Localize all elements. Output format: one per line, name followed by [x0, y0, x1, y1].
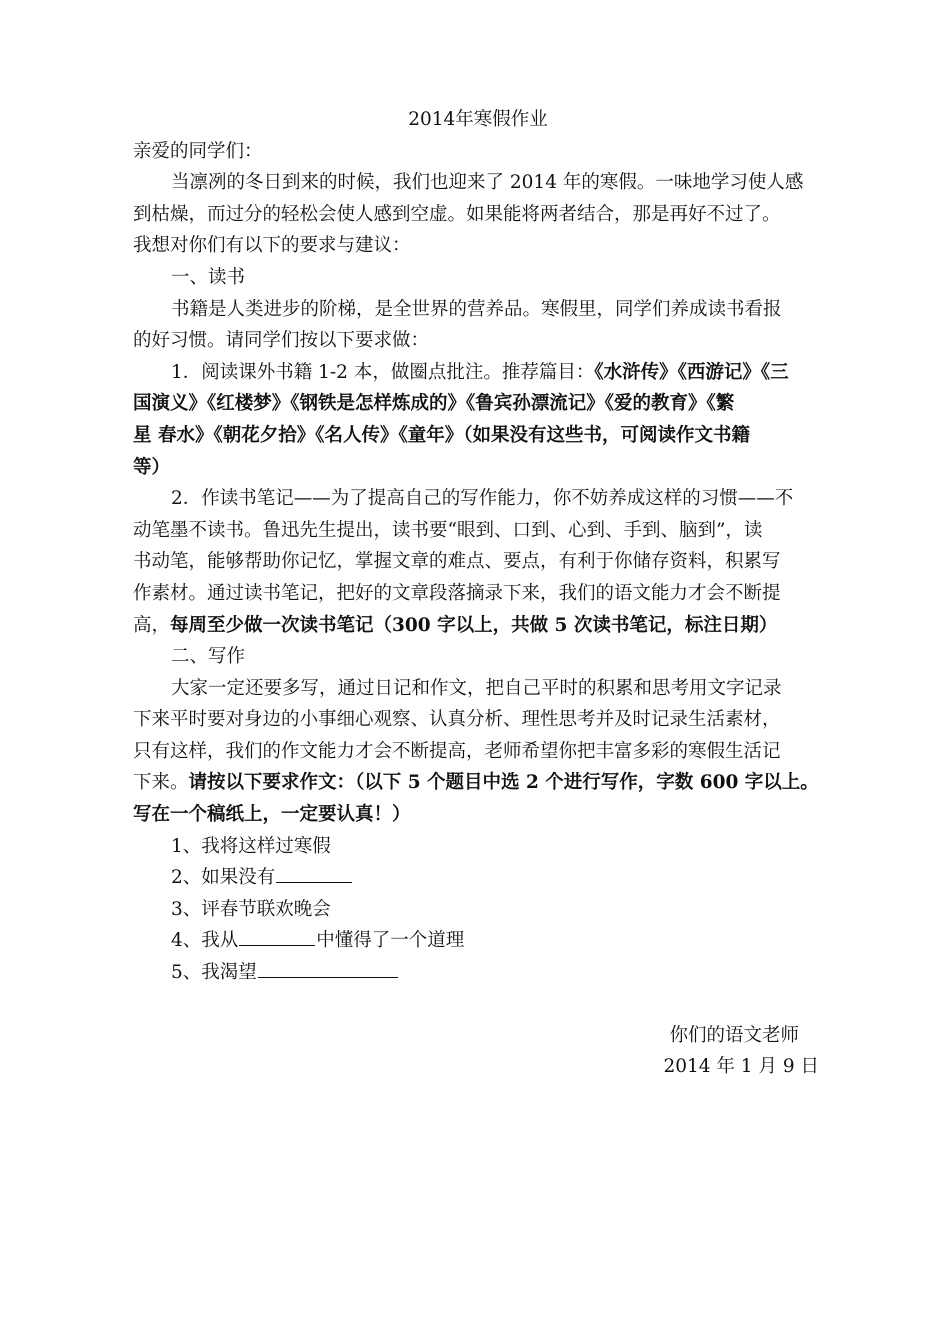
reading-item-2-text: 高，: [133, 614, 171, 636]
spacer: [133, 989, 823, 1020]
writing-paragraph-line: [133, 767, 823, 799]
recommended-books: 等）: [133, 456, 171, 478]
writing-paragraph-line: 大家一定还要多写，通过日记和作文，把自己平时的积累和思考用文字记录: [171, 677, 782, 699]
fill-blank: [276, 862, 352, 883]
recommended-books: 星 春水》《朝花夕拾》《名人传》《童年》（如果没有这些书，可阅读作文书籍: [133, 424, 750, 446]
section-heading-writing: 二、写作: [171, 646, 246, 668]
intro-line: 到枯燥，而过分的轻松会使人感到空虚。如果能将两者结合，那是再好不过了。: [133, 203, 781, 225]
writing-requirement: 写在一个稿纸上，一定要认真！）: [133, 804, 411, 826]
reading-paragraph-line: 的好习惯。请同学们按以下要求做：: [133, 330, 430, 352]
topic-3: 3、评春节联欢晚会: [171, 898, 331, 920]
topic-5: [133, 957, 823, 989]
recommended-books: 国演义》《红楼梦》《钢铁是怎样炼成的》《鲁宾孙漂流记》《爱的教育》《繁: [133, 393, 735, 415]
fill-blank: [239, 925, 315, 946]
topic-2: [133, 862, 823, 894]
reading-item-2-line: 动笔墨不读书。鲁迅先生提出，读书要“眼到、口到、心到、手到、脑到”，读: [133, 519, 763, 541]
reading-item-2-line: 书动笔，能够帮助你记忆，掌握文章的难点、要点，有利于你储存资料，积累写: [133, 551, 781, 573]
reading-item-1-line: [133, 357, 823, 389]
document-title: 2014年寒假作业: [408, 109, 548, 130]
topic-4: [133, 925, 823, 957]
reading-notes-requirement: 每周至少做一次读书笔记（300 字以上，共做 5 次读书笔记，标注日期）: [170, 614, 778, 636]
intro-line: 我想对你们有以下的要求与建议：: [133, 235, 411, 257]
fill-blank: [258, 957, 398, 978]
writing-paragraph-text: 下来。: [133, 772, 189, 794]
signature: 你们的语文老师: [669, 1024, 799, 1046]
section-heading-reading: 一、读书: [171, 266, 246, 288]
reading-item-2-line: [133, 610, 823, 642]
topic-1: 1、我将这样过寒假: [171, 835, 331, 857]
writing-paragraph-line: 下来平时要对身边的小事细心观察、认真分析、理性思考并及时记录生活素材，: [133, 709, 781, 731]
reading-item-2-line: 2．作读书笔记——为了提高自己的写作能力，你不妨养成这样的习惯——不: [171, 488, 794, 510]
reading-paragraph-line: 书籍是人类进步的阶梯，是全世界的营养品。寒假里，同学们养成读书看报: [171, 298, 782, 320]
reading-item-2-line: 作素材。通过读书笔记，把好的文章段落摘录下来，我们的语文能力才会不断提: [133, 582, 781, 604]
writing-requirement: 请按以下要求作文：（以下 5 个题目中选 2 个进行写作，字数 600 字以上。: [188, 772, 819, 794]
reading-item-1-text: 1．阅读课外书籍 1-2 本，做圈点批注。推荐篇目：: [171, 361, 595, 383]
greeting: 亲爱的同学们：: [133, 140, 263, 162]
document-page: [133, 104, 823, 1083]
writing-paragraph-line: 只有这样，我们的作文能力才会不断提高，老师希望你把丰富多彩的寒假生活记: [133, 740, 781, 762]
date: 2014 年 1 月 9 日: [663, 1056, 819, 1078]
topic-5-text: 5、我渴望: [171, 962, 257, 984]
topic-2-text: 2、如果没有: [171, 867, 276, 889]
recommended-books: 《水浒传》《西游记》《三: [594, 361, 789, 383]
intro-line: 当凛冽的冬日到来的时候，我们也迎来了 2014 年的寒假。一味地学习使人感: [171, 172, 804, 194]
topic-4-text-after: 中懂得了一个道理: [316, 930, 465, 952]
topic-4-text-before: 4、我从: [171, 930, 239, 952]
